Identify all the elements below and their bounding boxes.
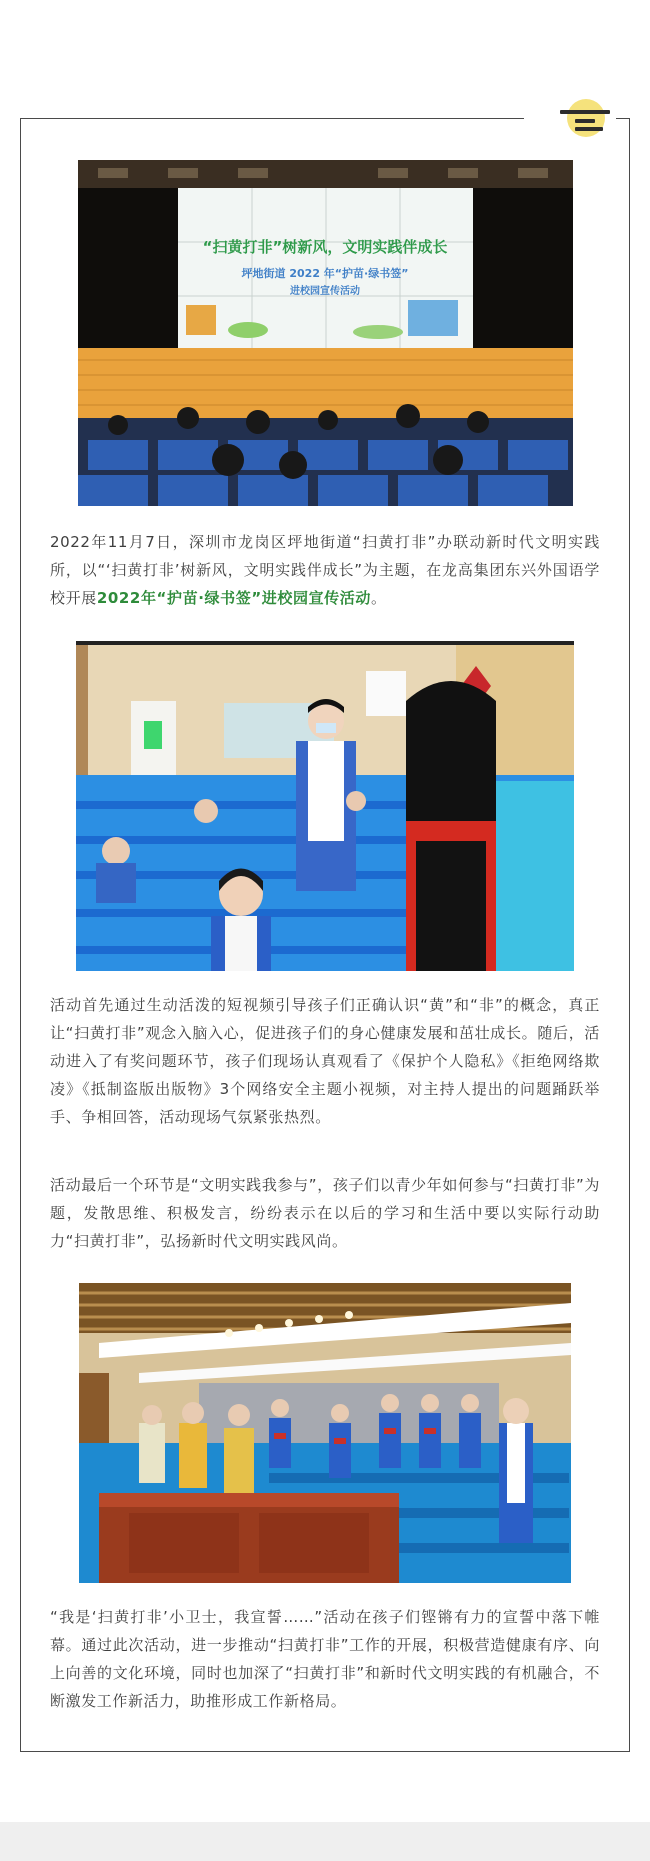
paragraph-video-session: 活动首先通过生动活泼的短视频引导孩子们正确认识“黄”和“非”的概念，真正让“扫黄打非”观念入脑入心，促进孩子们的身心健康发展和茁壮成长。随后，活动进入了有奖问题环节，孩子们现场认真观看了《保护个人隐私》《拒绝网络欺凌》《抵制盗版出版物》3个网络安全主题小视频，对主持人提出的问题踊跃举手、争相回答，活动现场气氛紧张热烈。: [50, 996, 600, 1126]
student-speaking-photo: [76, 641, 574, 971]
banner-subtitle-2: 进校园宣传活动: [290, 286, 360, 297]
decoration-bar-icon: [575, 119, 595, 123]
page-footer-band: [0, 1822, 650, 1861]
paragraph-intro: [50, 528, 600, 612]
banner-title: “扫黄打非”树新风，文明实践伴成长: [202, 238, 448, 256]
decoration-bar-icon: [560, 110, 610, 114]
paragraph-conclusion: “我是‘扫黄打非’小卫士，我宣誓……”活动在孩子们铿锵有力的宣誓中落下帷幕。通过此次活动，进一步推动“扫黄打非”工作的开展，积极营造健康有序、向上向善的文化环境，同时也加深了“扫黄打非”和新时代文明实践的有机融合，不断激发工作新活力，助推形成工作新格局。: [50, 1608, 600, 1710]
paragraph-intro-end: 。: [370, 589, 387, 607]
decoration-bar-icon: [575, 127, 603, 131]
oath-photo: [79, 1283, 571, 1583]
paragraph-intro-text: 2022年11月7日，深圳市龙岗区坪地街道“扫黄打非”办联动新时代文明实践所，以“‘扫黄打非’树新风，文明实践伴成长”为主题，在龙高集团东兴外国语学校开展: [50, 533, 600, 607]
activity-name-highlight: 2022年“护苗·绿书签”进校园宣传活动: [96, 589, 371, 607]
decoration-circle-icon: [567, 99, 605, 137]
paragraph-participation: 活动最后一个环节是“文明实践我参与”，孩子们以青少年如何参与“扫黄打非”为题，发散思维、积极发言，纷纷表示在以后的学习和生活中要以实际行动助力“扫黄打非”，弘扬新时代文明实践风尚。: [50, 1176, 600, 1250]
stage-banner-photo: [78, 160, 573, 506]
banner-subtitle: 坪地街道 2022 年“护苗·绿书签”: [241, 267, 409, 280]
